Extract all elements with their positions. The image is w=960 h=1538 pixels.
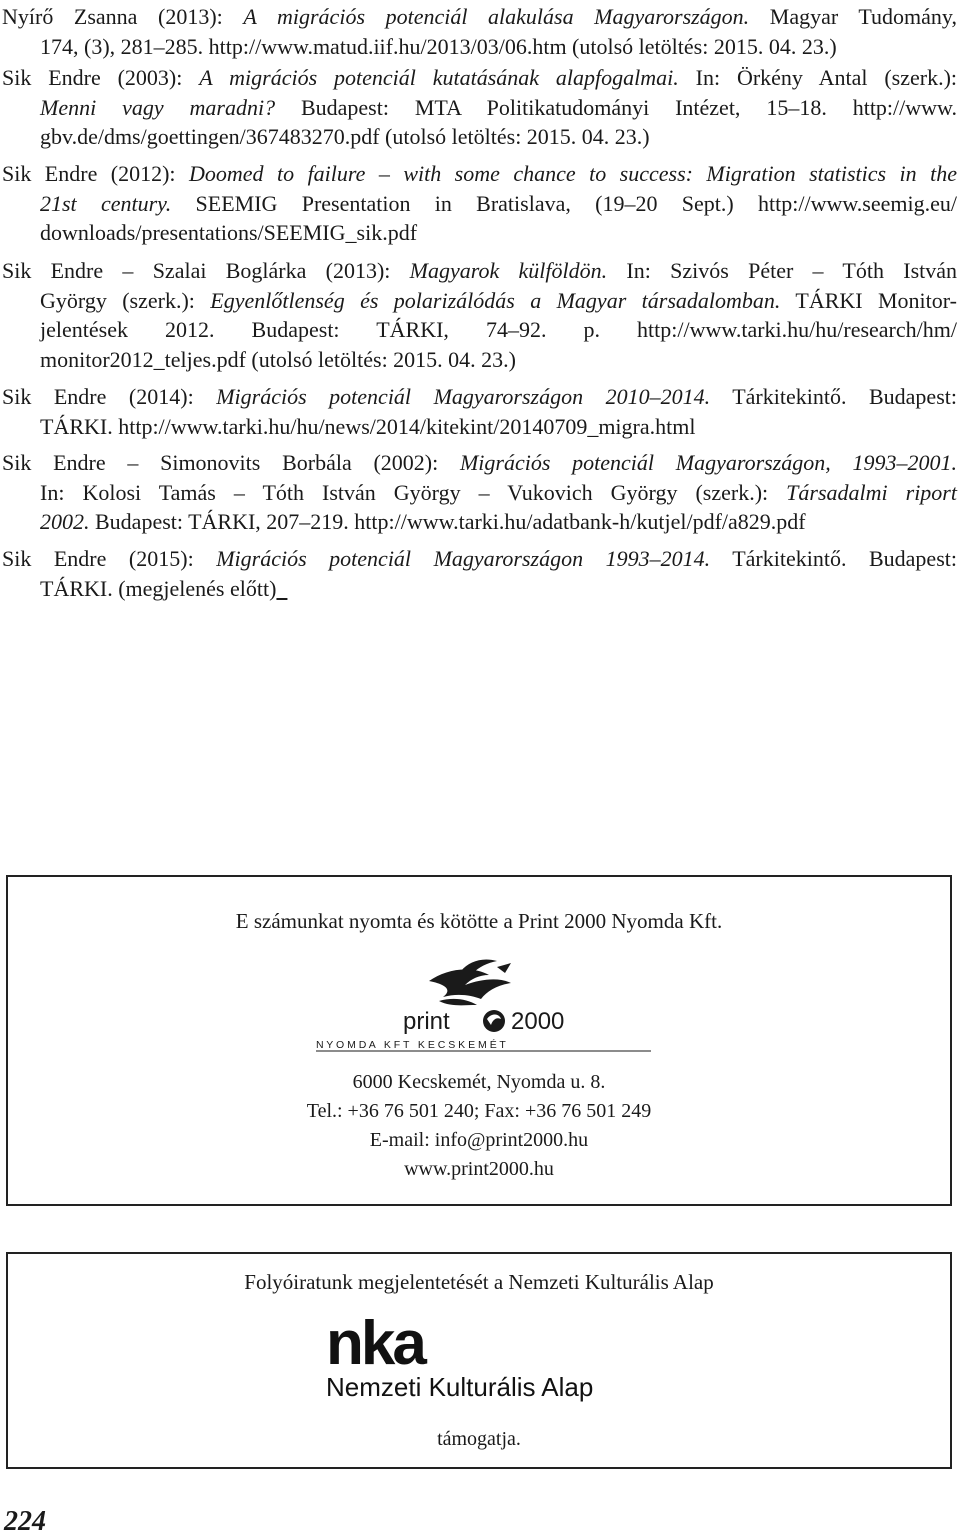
reference-sik-szalai-2013	[2, 256, 957, 374]
ref-editors-cont: György (szerk.):	[40, 287, 211, 313]
ref-title: Doomed to failure – with some chance to success: Migration statistics in the	[189, 161, 957, 186]
printer-website: www.print2000.hu	[404, 1158, 554, 1180]
print2000-bird-icon	[429, 959, 511, 1005]
ref-url: downloads/presentations/SEEMIG_sik.pdf	[40, 220, 418, 245]
reference-sik-2015	[2, 544, 957, 603]
printer-box	[6, 875, 952, 1206]
reference-sik-2012	[2, 159, 957, 248]
print2000-logo	[311, 957, 656, 1057]
reference-sik-2003	[2, 63, 957, 152]
ref-title: Migrációs potenciál Magyarországon, 1993–2001.	[459, 450, 958, 475]
ref-source: Tárkitekintő. Budapest:	[710, 384, 957, 409]
logo-word-print: print	[403, 1008, 450, 1035]
page-number: 224	[4, 1506, 46, 1537]
ref-title-cont: 21st century.	[40, 190, 172, 216]
ref-title: Migrációs potenciál Magyarországon 2010–2014.	[216, 384, 711, 409]
ref-author: Sik Endre (2003):	[2, 65, 200, 90]
ref-author: Sik Endre (2014):	[2, 384, 217, 409]
ref-title: Migrációs potenciál Magyarországon 1993–2014.	[216, 546, 711, 571]
nka-logo	[326, 1314, 446, 1374]
ref-author: Sik Endre – Simonovits Borbála (2002):	[2, 450, 460, 475]
ref-author: Sik Endre (2015):	[2, 546, 217, 571]
ref-editors: In: Szivós Péter – Tóth István	[607, 258, 958, 283]
printer-email: E-mail: info@print2000.hu	[369, 1129, 589, 1151]
ref-title: A migrációs potenciál kutatásának alapfogalmai.	[199, 65, 679, 90]
ref-series: TÁRKI Monitor-	[780, 287, 957, 313]
ref-book-title-cont: 2002.	[40, 509, 90, 534]
ref-details: 174, (3), 281–285. http://www.matud.iif.hu/2013/03/06.htm (utolsó letöltés: 2015. 04. 23.)	[40, 33, 837, 59]
ref-source: Magyar Tudomány,	[749, 4, 957, 29]
ref-url: gbv.de/dms/goettingen/367483270.pdf (utolsó letöltés: 2015. 04. 23.)	[40, 124, 650, 149]
ref-url: monitor2012_teljes.pdf (utolsó letöltés: 2015. 04. 23.)	[40, 346, 517, 372]
ref-author: Sik Endre – Szalai Boglárka (2013):	[2, 258, 410, 283]
funding-box	[6, 1252, 952, 1469]
ref-author: Nyírő Zsanna (2013):	[2, 4, 244, 29]
ref-book-title: Egyenlőtlenség és polarizálódás a Magyar társadalomban.	[210, 287, 781, 313]
nka-logo-text: nka	[326, 1314, 424, 1374]
ref-url: Budapest: TÁRKI, 207–219. http://www.tarki.hu/adatbank-h/kutjel/pdf/a829.pdf	[89, 509, 806, 534]
ref-status: TÁRKI. (megjelenés előtt)	[40, 575, 277, 601]
ref-publisher: Budapest: MTA Politikatudományi Intézet, 15–18. http://www.	[275, 94, 958, 120]
reference-sik-simonovits-2002	[2, 448, 957, 537]
ref-book-title: Társadalmi riport	[786, 479, 957, 505]
ref-author: Sik Endre (2012):	[2, 161, 190, 186]
logo-subtitle: N Y O M D A K F T K E C S K E M É T	[316, 1039, 506, 1051]
reference-sik-2014	[2, 382, 957, 441]
funding-statement: Folyóiratunk megjelentetését a Nemzeti Kulturális Alap	[244, 1270, 714, 1294]
reference-nyiro-2013	[2, 2, 957, 61]
logo-word-2000: 2000	[511, 1008, 565, 1035]
printer-credit: E számunkat nyomta és kötötte a Print 2000 Nyomda Kft.	[235, 909, 723, 933]
printer-address: 6000 Kecskemét, Nyomda u. 8.	[352, 1071, 606, 1093]
ref-publisher: jelentések 2012. Budapest: TÁRKI, 74–92. p. http://www.tarki.hu/hu/research/hm/	[40, 317, 957, 342]
ref-title: A migrációs potenciál alakulása Magyarországon.	[243, 4, 750, 29]
ref-book-title: Menni vagy maradni?	[40, 94, 276, 120]
funding-support: támogatja.	[437, 1428, 521, 1450]
ref-source: In: Örkény Antal (szerk.):	[678, 65, 958, 90]
ref-source: SEEMIG Presentation in Bratislava, (19–20 Sept.) http://www.seemig.eu/	[171, 190, 957, 216]
ref-title: Magyarok külföldön.	[409, 258, 608, 283]
ref-url: TÁRKI. http://www.tarki.hu/hu/news/2014/kitekint/20140709_migra.html	[40, 413, 696, 439]
nka-name: Nemzeti Kulturális Alap	[326, 1372, 594, 1402]
ref-editors: In: Kolosi Tamás – Tóth István György – Vukovich György (szerk.):	[40, 479, 787, 505]
printer-phone: Tel.: +36 76 501 240; Fax: +36 76 501 249	[306, 1100, 652, 1122]
ref-source: Tárkitekintő. Budapest:	[710, 546, 957, 571]
logo-swirl-icon	[483, 1010, 505, 1032]
